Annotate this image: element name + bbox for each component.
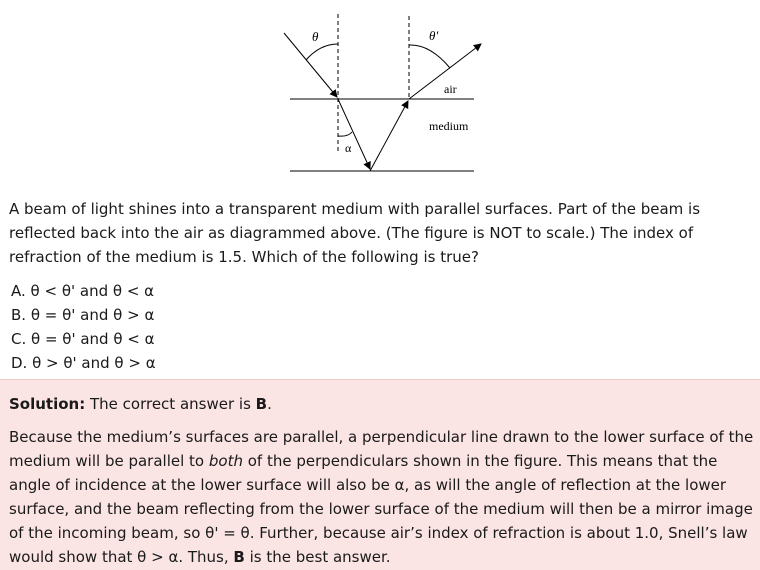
solution-heading xyxy=(9,392,272,416)
theta-label: θ xyxy=(312,29,319,44)
answer-choices xyxy=(11,279,156,375)
choice-c: C. θ = θ' and θ < α xyxy=(11,330,155,348)
theta-arc xyxy=(306,44,338,60)
alpha-label: α xyxy=(345,141,352,155)
choice-b: B. θ = θ' and θ > α xyxy=(11,306,155,324)
theta-prime-arc xyxy=(409,45,450,68)
refraction-diagram xyxy=(0,0,760,190)
solution-answer-prefix: The correct answer is xyxy=(85,395,256,413)
explanation-part-2: of the perpendiculars shown in the figure. This means that the angle of incidence at the lower surface will also be α, as will the angle of reflection at the lower surface, and the beam reflecting from the lower surface of the medium will then be a mirror image of the incoming beam, so θ' = θ. Further, because air’s index of refraction is about 1.0, Snell’s law would show that θ > α. Thus, xyxy=(9,452,753,566)
air-label: air xyxy=(444,82,457,96)
explanation-part-3: is the best answer. xyxy=(244,548,391,566)
reflected-ray-inside xyxy=(370,101,408,171)
theta-prime-label: θ' xyxy=(429,28,439,43)
explanation-bold-answer: B xyxy=(233,548,245,566)
refracted-ray xyxy=(338,99,370,169)
solution-answer-suffix: . xyxy=(267,395,272,413)
medium-label: medium xyxy=(429,119,469,133)
choice-a: A. θ < θ' and θ < α xyxy=(11,282,155,300)
alpha-arc xyxy=(338,132,352,136)
question-text: A beam of light shines into a transparent medium with parallel surfaces. Part of the beam is reflected back into the air as diagrammed above. (The figure is NOT to scale.) The index of refraction of the medium is 1.5. Which of the following is true? xyxy=(9,200,701,266)
solution-answer-letter: B xyxy=(255,395,268,413)
incident-ray xyxy=(284,33,337,97)
solution-explanation xyxy=(9,425,754,569)
choice-d: D. θ > θ' and θ > α xyxy=(11,354,156,372)
explanation-part-1: Because the medium’s surfaces are parallel, a perpendicular line drawn to the lower surface of the medium will be parallel to xyxy=(9,428,754,470)
solution-label: Solution: xyxy=(9,395,86,413)
explanation-emphasis: both xyxy=(208,452,243,470)
solution-panel xyxy=(0,379,760,570)
